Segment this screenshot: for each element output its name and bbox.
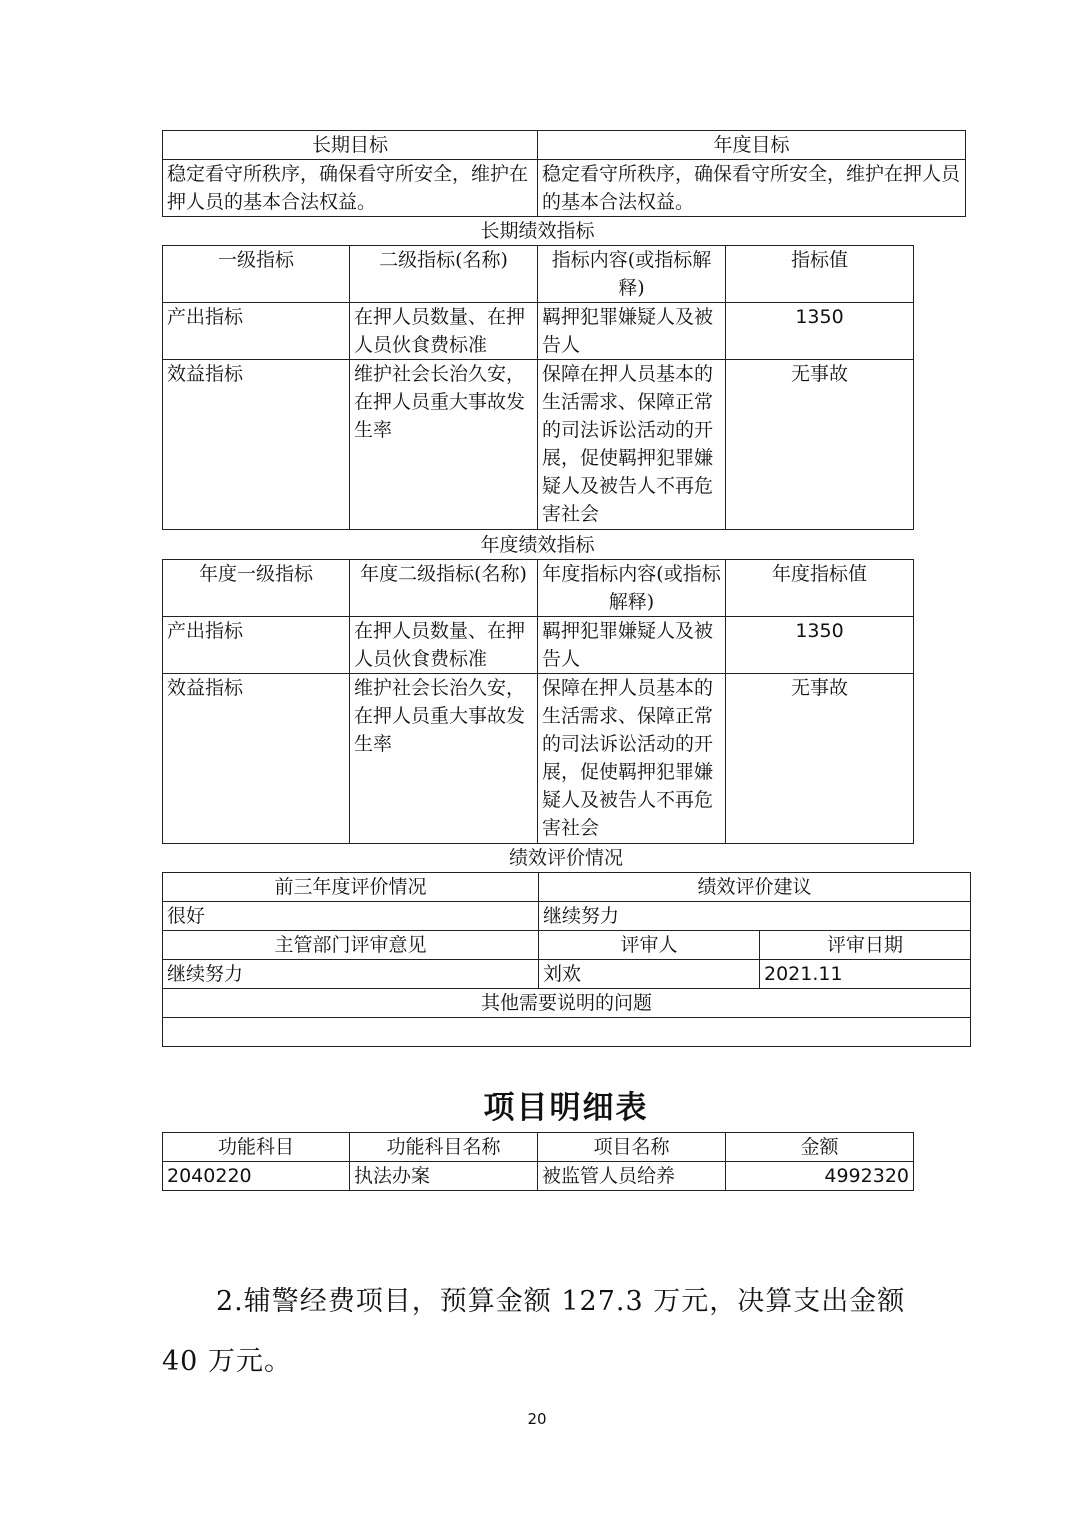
table-header-cell: 指标值 bbox=[726, 246, 914, 303]
value-cell: 无事故 bbox=[726, 360, 914, 530]
table-row bbox=[163, 617, 914, 674]
content-cell: 羁押犯罪嫌疑人及被告人 bbox=[538, 617, 726, 674]
other-issues-header: 其他需要说明的问题 bbox=[163, 989, 971, 1018]
reviewer-header: 评审人 bbox=[539, 931, 760, 960]
page-number: 20 bbox=[527, 1410, 547, 1428]
annual-goal-text: 稳定看守所秩序，确保看守所安全，维护在押人员的基本合法权益。 bbox=[538, 160, 966, 217]
level2-cell: 维护社会长治久安，在押人员重大事故发生率 bbox=[350, 360, 538, 530]
eval-advice-header: 绩效评价建议 bbox=[539, 873, 971, 902]
review-date-header: 评审日期 bbox=[760, 931, 971, 960]
annual-indicators-table bbox=[162, 559, 914, 844]
prev-eval-value: 很好 bbox=[163, 902, 539, 931]
review-date-value: 2021.11 bbox=[760, 960, 971, 989]
table-header-cell: 项目名称 bbox=[538, 1133, 726, 1162]
long-term-indicators-caption: 长期绩效指标 bbox=[480, 220, 595, 242]
table-header-cell: 年度指标内容(或指标解释) bbox=[538, 560, 726, 617]
table-header-cell: 一级指标 bbox=[163, 246, 350, 303]
value-cell: 1350 bbox=[726, 303, 914, 360]
evaluation-table bbox=[162, 872, 971, 1047]
function-code-cell: 2040220 bbox=[163, 1162, 350, 1191]
table-header-cell: 功能科目 bbox=[163, 1133, 350, 1162]
content-cell: 保障在押人员基本的生活需求、保障正常的司法诉讼活动的开展，促使羁押犯罪嫌疑人及被告人不再危害社会 bbox=[538, 674, 726, 844]
table-header-cell: 功能科目名称 bbox=[350, 1133, 538, 1162]
level1-cell: 效益指标 bbox=[163, 674, 350, 844]
table-header-cell: 年度二级指标(名称) bbox=[350, 560, 538, 617]
annual-goal-header: 年度目标 bbox=[538, 131, 966, 160]
project-name-cell: 被监管人员给养 bbox=[538, 1162, 726, 1191]
table-row bbox=[163, 360, 914, 530]
body-paragraph: 2.辅警经费项目，预算金额 127.3 万元，决算支出金额 40 万元。 bbox=[162, 1286, 906, 1377]
table-header-cell: 金额 bbox=[726, 1133, 914, 1162]
long-term-indicators-table bbox=[162, 245, 914, 530]
content-cell: 保障在押人员基本的生活需求、保障正常的司法诉讼活动的开展，促使羁押犯罪嫌疑人及被告人不再危害社会 bbox=[538, 360, 726, 530]
other-issues-value bbox=[163, 1018, 971, 1047]
level2-cell: 维护社会长治久安，在押人员重大事故发生率 bbox=[350, 674, 538, 844]
long-term-goal-text: 稳定看守所秩序，确保看守所安全，维护在押人员的基本合法权益。 bbox=[163, 160, 538, 217]
table-header-cell: 年度指标值 bbox=[726, 560, 914, 617]
level1-cell: 产出指标 bbox=[163, 617, 350, 674]
table-row bbox=[163, 1162, 914, 1191]
table-row bbox=[163, 303, 914, 360]
annual-indicators-caption: 年度绩效指标 bbox=[480, 534, 595, 556]
table-row bbox=[163, 674, 914, 844]
dept-review-header: 主管部门评审意见 bbox=[163, 931, 539, 960]
eval-advice-value: 继续努力 bbox=[539, 902, 971, 931]
level1-cell: 产出指标 bbox=[163, 303, 350, 360]
level2-cell: 在押人员数量、在押人员伙食费标准 bbox=[350, 303, 538, 360]
table-header-cell: 二级指标(名称) bbox=[350, 246, 538, 303]
prev-eval-header: 前三年度评价情况 bbox=[163, 873, 539, 902]
evaluation-caption: 绩效评价情况 bbox=[508, 847, 623, 869]
dept-review-value: 继续努力 bbox=[163, 960, 539, 989]
long-term-goal-header: 长期目标 bbox=[163, 131, 538, 160]
details-title: 项目明细表 bbox=[483, 1090, 649, 1126]
level1-cell: 效益指标 bbox=[163, 360, 350, 530]
amount-cell: 4992320 bbox=[726, 1162, 914, 1191]
value-cell: 1350 bbox=[726, 617, 914, 674]
level2-cell: 在押人员数量、在押人员伙食费标准 bbox=[350, 617, 538, 674]
value-cell: 无事故 bbox=[726, 674, 914, 844]
goals-table bbox=[162, 130, 966, 217]
function-name-cell: 执法办案 bbox=[350, 1162, 538, 1191]
table-header-cell: 指标内容(或指标解释) bbox=[538, 246, 726, 303]
content-cell: 羁押犯罪嫌疑人及被告人 bbox=[538, 303, 726, 360]
table-header-cell: 年度一级指标 bbox=[163, 560, 350, 617]
details-table bbox=[162, 1132, 914, 1191]
reviewer-value: 刘欢 bbox=[539, 960, 760, 989]
